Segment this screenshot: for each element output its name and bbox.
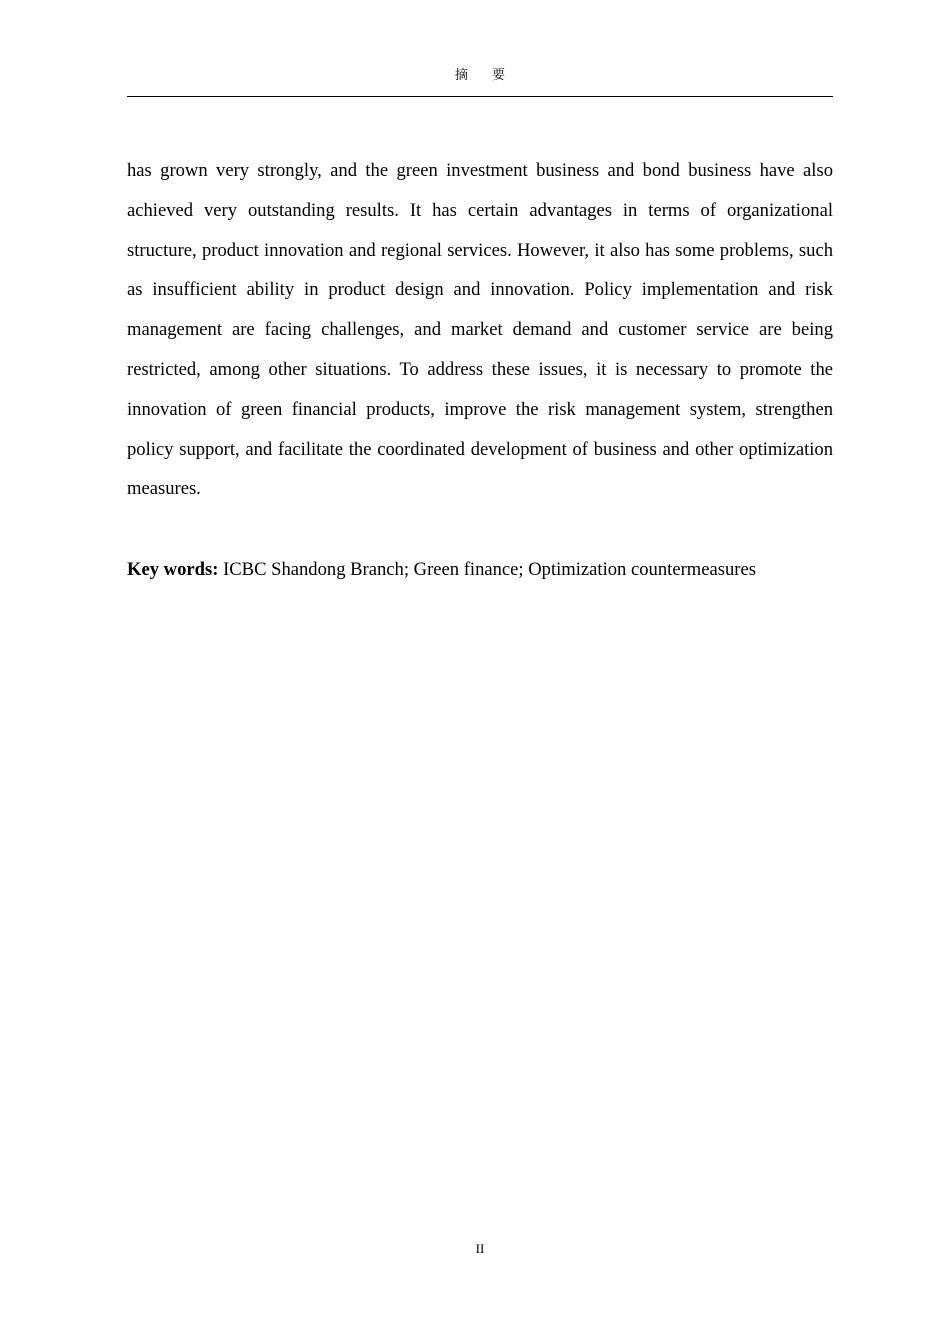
- header-rule: [127, 96, 833, 97]
- keywords-label: Key words:: [127, 559, 219, 580]
- page-header-title: 摘 要: [454, 68, 516, 83]
- keywords-value: ICBC Shandong Branch; Green finance; Optimization countermeasures: [218, 559, 756, 580]
- abstract-paragraph: has grown very strongly, and the green investment business and bond business have also achieved very outstanding results. It has certain advantages in terms of organizational structure, product innovation and regional services. However, it also has some problems, such as insufficient ability in product design and innovation. Policy implementation and risk management are facing challenges, and market demand and customer service are being restricted, among other situations. To address these issues, it is necessary to promote the innovation of green financial products, improve the risk management system, strengthen policy support, and facilitate the coordinated development of business and other optimization measures.: [127, 160, 833, 500]
- keywords-line: [127, 550, 833, 590]
- page-number: II: [475, 1241, 485, 1256]
